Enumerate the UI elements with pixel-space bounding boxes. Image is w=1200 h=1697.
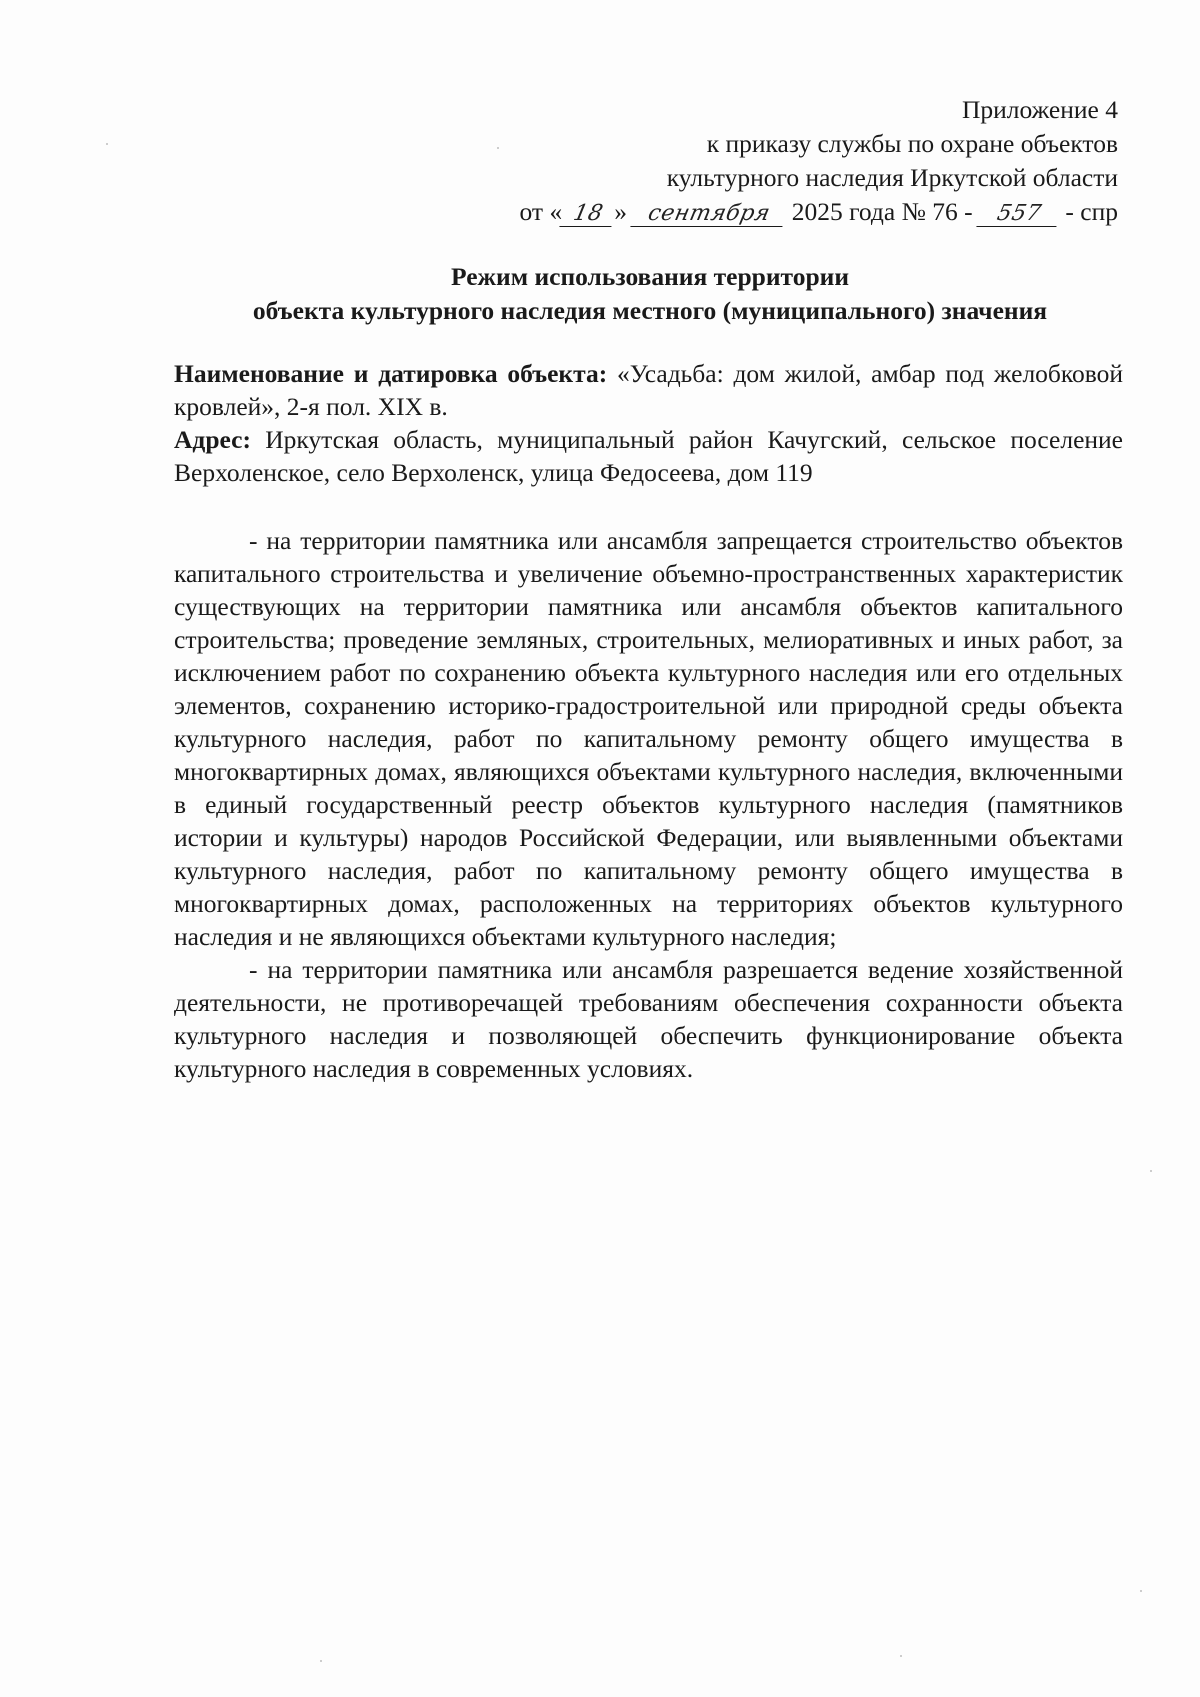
date-prefix: от « xyxy=(519,197,563,226)
scan-speck xyxy=(497,147,499,149)
object-name-value: «Усадьба: дом жилой, амбар под желобковой кровлей», 2-я пол. XIX в. xyxy=(174,359,1124,421)
date-quote-close: » xyxy=(614,197,627,226)
paragraph-permissions: - на территории памятника или ансамбля разрешается ведение хозяйственной деятельности, не противоречащей требованиям обеспечения сохранности объекта культурного наследия и позволяющей обеспечить функционирование объекта культурного наследия в современных условиях. xyxy=(174,955,1123,1083)
object-address xyxy=(174,423,1123,489)
scan-speck xyxy=(320,1660,322,1662)
handwritten-day: 18 xyxy=(560,202,617,227)
title-line-1: Режим использования территории xyxy=(450,262,850,291)
appendix-number: Приложение 4 xyxy=(962,95,1118,124)
title-line-2: объекта культурного наследия местного (муниципального) значения xyxy=(252,296,1048,325)
order-suffix: - спр xyxy=(1065,197,1118,226)
appendix-order-ref: к приказу службы по охране объектов xyxy=(706,129,1118,158)
appendix-header xyxy=(520,93,1118,229)
date-year-text: 2025 года № 76 - xyxy=(791,197,973,226)
object-name xyxy=(174,357,1123,423)
regime-text xyxy=(174,524,1123,1085)
handwritten-month: сентября xyxy=(631,202,788,227)
scan-speck xyxy=(1140,1590,1142,1592)
scan-speck xyxy=(900,1655,902,1657)
appendix-date-line xyxy=(520,195,1118,229)
object-info xyxy=(174,357,1123,489)
object-name-label: Наименование и датировка объекта: xyxy=(174,359,608,388)
scan-speck xyxy=(106,143,108,145)
appendix-authority: культурного наследия Иркутской области xyxy=(666,163,1118,192)
object-address-value: Иркутская область, муниципальный район Качугский, сельское поселение Верхоленское, село Верхоленск, улица Федосеева, дом 119 xyxy=(174,425,1123,487)
paragraph-prohibitions: - на территории памятника или ансамбля запрещается строительство объектов капитального строительства и увеличение объемно-пространственных характеристик существующих на территории памятника или ансамбля объектов капитального строительства; проведение земляных, строительных, мелиоративных и иных работ, за исключением работ по сохранению объекта культурного наследия или его отдельных элементов, сохранению историко-градостроительной или природной среды объекта культурного наследия, работ по капитальному ремонту общего имущества в многоквартирных домах, являющихся объектами культурного наследия, включенными в единый государственный реестр объектов культурного наследия (памятников истории и культуры) народов Российской Федерации, или выявленными объектами культурного наследия, работ по капитальному ремонту общего имущества в многоквартирных домах, расположенных на территориях объектов культурного наследия и не являющихся объектами культурного наследия; xyxy=(174,526,1123,951)
object-address-label: Адрес: xyxy=(174,425,251,454)
document-title xyxy=(170,260,1130,328)
scan-speck xyxy=(1150,1170,1152,1172)
handwritten-order-number: 557 xyxy=(976,202,1061,227)
